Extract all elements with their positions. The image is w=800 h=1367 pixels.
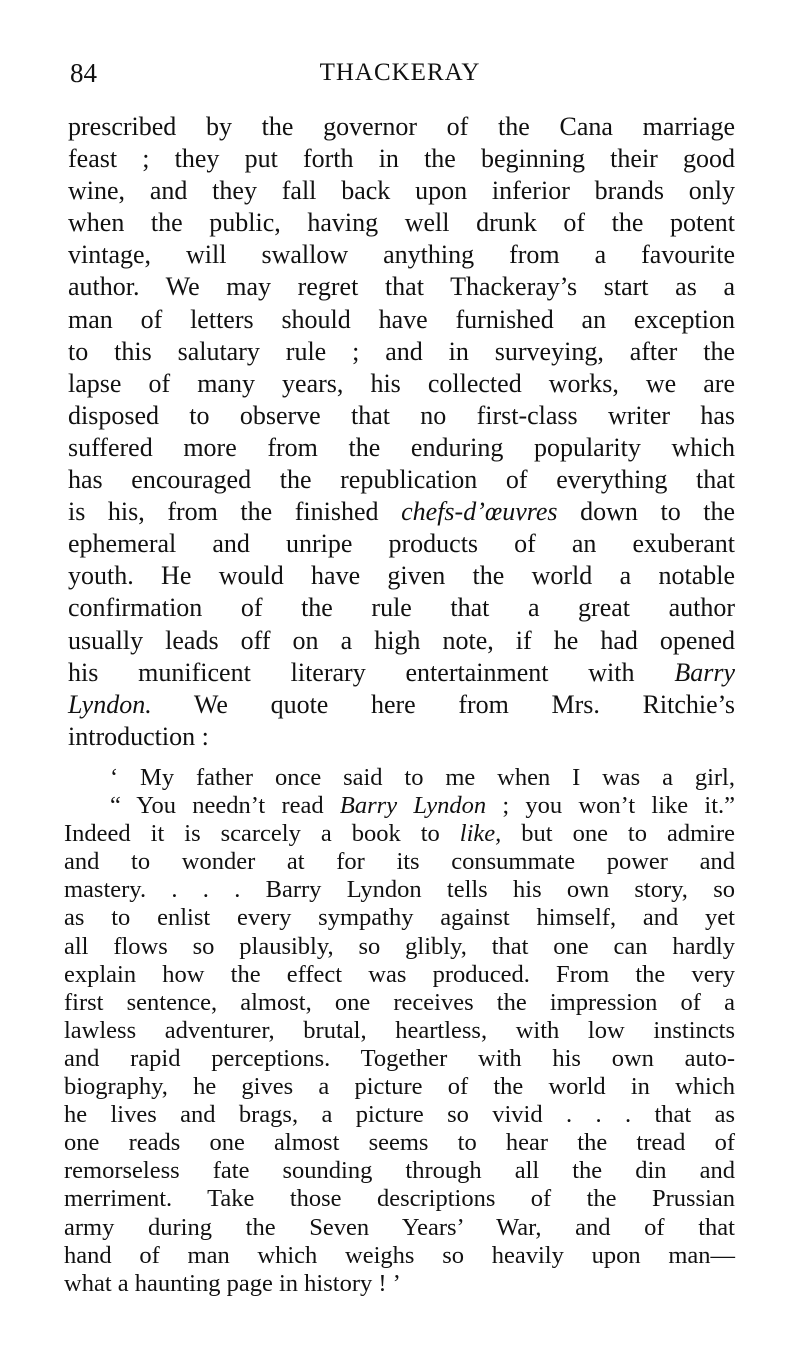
text-line: man of letters should have furnished an exception [68,304,735,334]
quote-line: remorseless fate sounding through all the din and [64,1157,735,1185]
page-header [0,56,800,90]
italic-phrase: Barry Lyndon [339,792,487,820]
quote-line: Indeed it is scarcely a book to like, but one to admire [64,820,736,848]
text-line: disposed to observe that no first-class writer has [68,400,735,430]
quote-line: mastery. . . . Barry Lyndon tells his own story, so [64,876,735,904]
text-line: prescribed by the governor of the Cana marriage [68,112,735,141]
quote-line: explain how the effect was produced. From the very [64,960,735,988]
quote-line: first sentence, almost, one receives the impression of a [64,988,735,1016]
quote-line: what a haunting page in history ! ’ [64,1269,401,1297]
text-line: Lyndon. We quote here from Mrs. Ritchie’s [68,689,736,719]
text-line: is his, from the finished chefs-d’œuvres down to the [68,497,736,527]
text-line: wine, and they fall back upon inferior brands only [68,176,735,206]
text-line: suffered more from the enduring popularity which [68,432,735,462]
text-line: has encouraged the republication of everything that [68,465,735,495]
quote-line: ‘ My father once said to me when I was a girl, [110,764,735,791]
quote-line: biography, he gives a picture of the world in which [64,1073,735,1101]
quote-line: hand of man which weighs so heavily upon man— [64,1241,735,1269]
quote-line: one reads one almost seems to hear the tread of [64,1129,735,1157]
page-number: 84 [70,58,97,88]
quote-line: “ You needn’t read Barry Lyndon ; you won’t like it.” [110,792,736,820]
block-quote [64,764,735,1298]
text-line: youth. He would have given the world a notable [68,561,735,591]
running-title: THACKERAY [319,59,481,86]
quote-line: army during the Seven Years’ War, and of that [64,1213,735,1241]
quote-line: and to wonder at for its consummate power and [64,848,735,876]
text-line: his munificent literary entertainment with Barry [68,657,736,687]
body-paragraph [68,111,735,753]
text-line: ephemeral and unripe products of an exuberant [68,529,735,559]
text-line: feast ; they put forth in the beginning their good [68,144,735,174]
quote-line: and rapid perceptions. Together with his own auto- [64,1044,735,1072]
text-line: when the public, having well drunk of the potent [68,208,735,238]
text-line: vintage, will swallow anything from a favourite [68,240,735,270]
text-line: introduction : [68,721,209,751]
text-line: to this salutary rule ; and in surveying, after the [68,336,735,366]
italic-phrase: chefs-d’œuvres [401,497,558,527]
italic-phrase: Lyndon. [68,689,152,719]
italic-phrase: like, [459,820,502,848]
quote-line: he lives and brags, a picture so vivid . . . that as [64,1101,735,1129]
italic-phrase: Barry [674,657,736,687]
quote-line: all flows so plausibly, so glibly, that one can hardly [64,932,735,960]
text-line: lapse of many years, his collected works, we are [68,368,735,398]
quote-line: lawless adventurer, brutal, heartless, with low instincts [64,1016,735,1044]
text-line: usually leads off on a high note, if he had opened [68,625,735,655]
text-line: author. We may regret that Thackeray’s start as a [68,272,735,302]
quote-line: merriment. Take those descriptions of the Prussian [64,1185,735,1213]
text-line: confirmation of the rule that a great author [68,593,735,623]
quote-line: as to enlist every sympathy against himself, and yet [64,904,735,932]
